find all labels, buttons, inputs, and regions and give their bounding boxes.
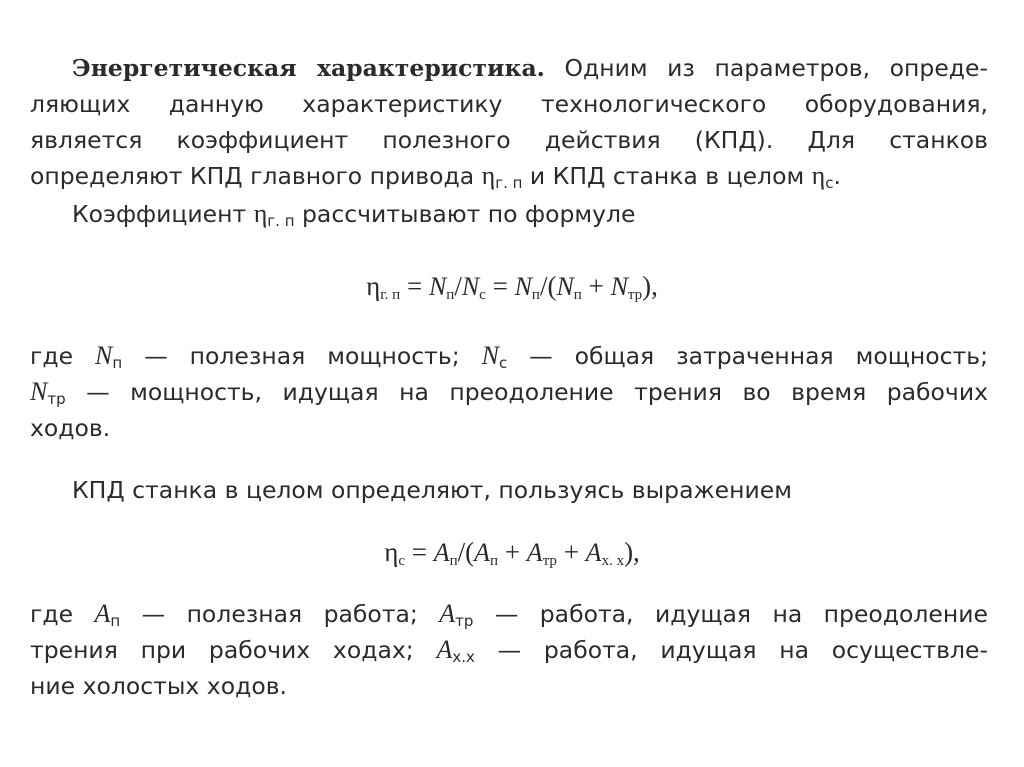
paragraph-1-line-4: определяют КПД главного привода $\eta_{г. п}$ и КПД станка в целом $\eta_с$. [30, 161, 842, 192]
paragraph-5-line-3: ние холостых ходов. [30, 672, 288, 700]
eta-symbol: η [481, 161, 496, 190]
paragraph-1-line-3: является коэффициент полезного действия (КПД). Для станков [30, 126, 988, 154]
paragraph-2: Коэффициент $\eta_{г. п}$ рассчитывают по формуле [72, 199, 636, 230]
paragraph-5-line-1: где $A_п$ — полезная работа; $A_{тр}$ — работа, идущая на преодоление [30, 599, 988, 630]
eta-symbol: η [253, 199, 268, 228]
paragraph-5-line-2: трения при рабочих ходах; $A_{х.х}$ — работа, идущая на осуществле- [30, 635, 988, 666]
paragraph-3-line-2: $N_{тр}$ — мощность, идущая на преодоление трения во время рабочих [30, 377, 988, 408]
section-heading: Энергетическая характеристика. [72, 54, 545, 82]
paragraph-1-line-1: Энергетическая характеристика. Одним из параметров, опреде- [72, 54, 988, 82]
paragraph-4: КПД станка в целом определяют, пользуясь выражением [72, 476, 792, 504]
paragraph-1-line-2: ляющих данную характеристику технологического оборудования, [30, 90, 988, 118]
paragraph-3-line-3: ходов. [30, 414, 111, 442]
paragraph-3-line-1: где $N_п$ — полезная мощность; $N_с$ — общая затраченная мощность; [30, 341, 988, 372]
eta-symbol: η [811, 161, 826, 190]
formula-2: $\eta_с = A_п/(A_п + A_{тр} + A_{х. х})$, [384, 537, 640, 569]
formula-1: $\eta_{г. п} = N_п/N_с = N_п/(N_п + N_{тр})$, [366, 271, 658, 303]
